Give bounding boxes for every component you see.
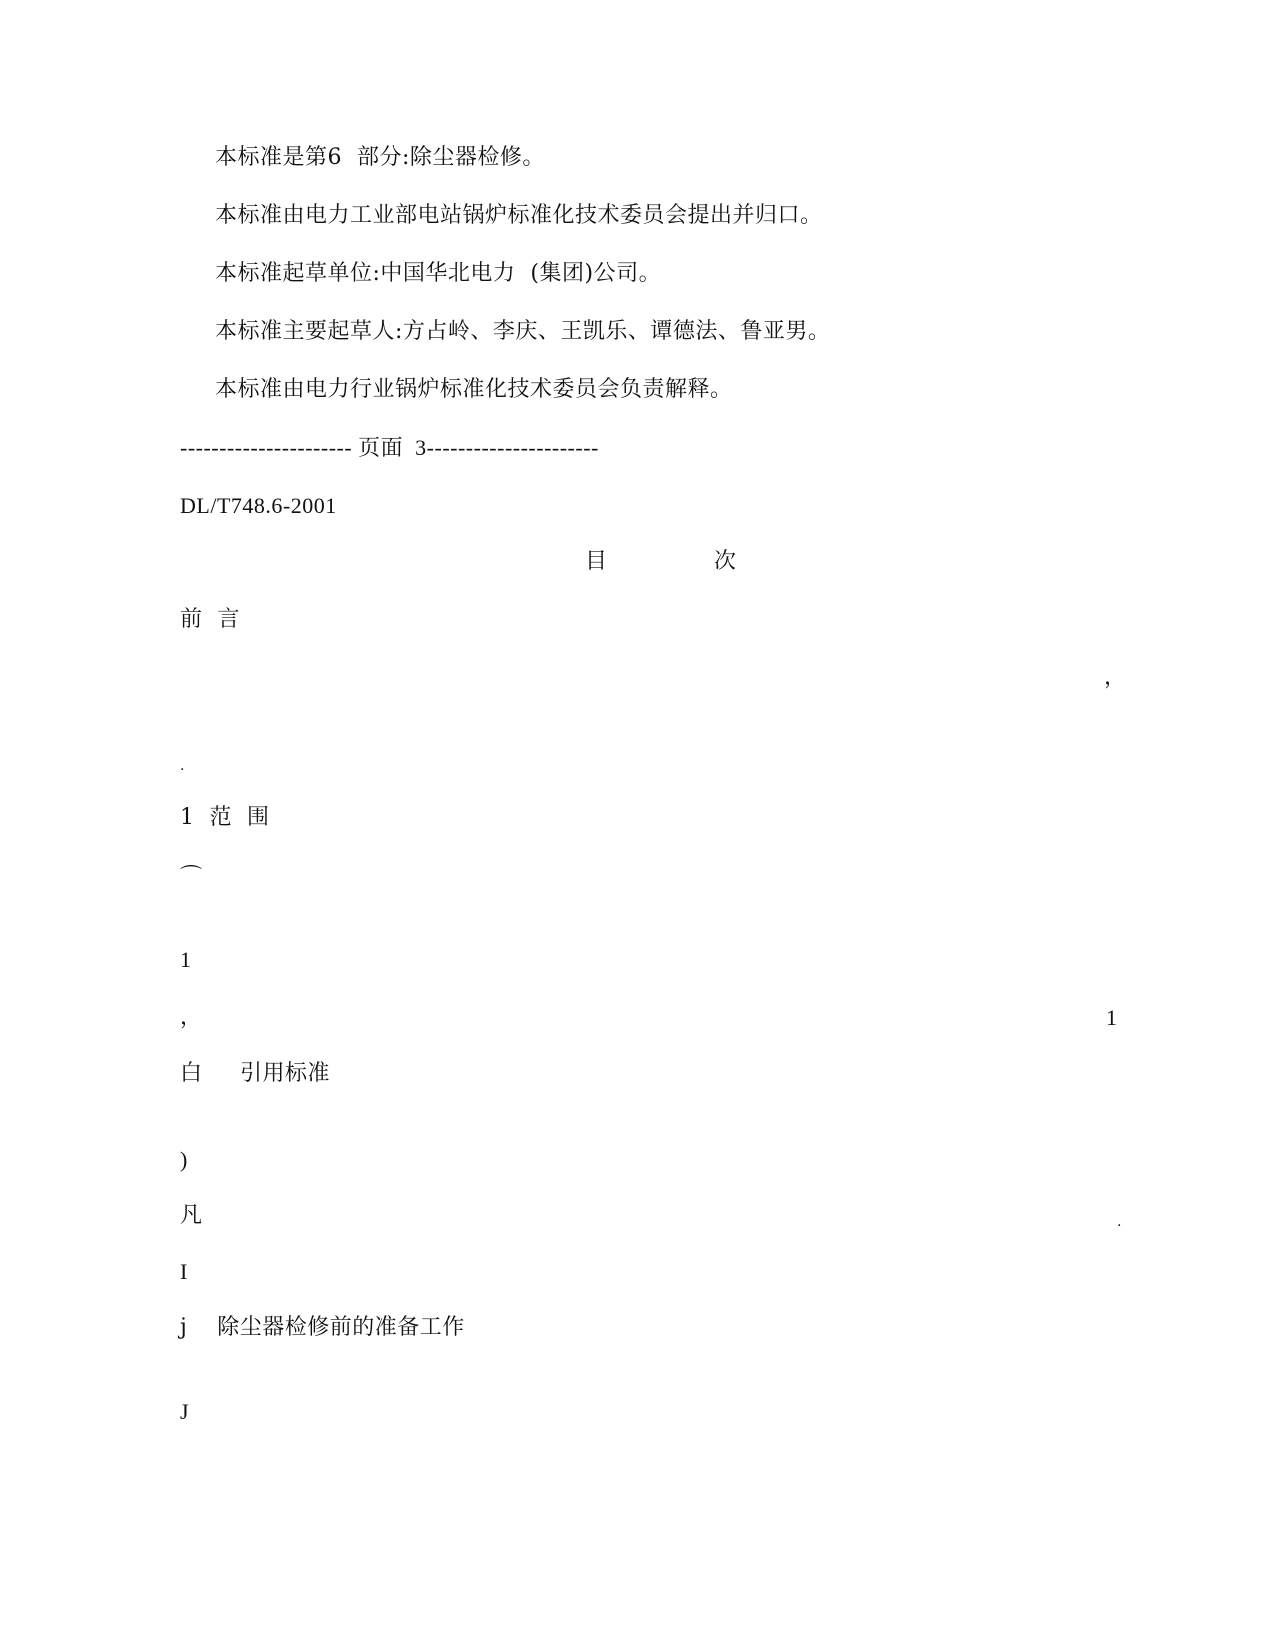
toc-entry-preparation: j 除尘器检修前的准备工作	[180, 1315, 465, 1340]
foreword-statement-interpretation: 本标准由电力行业锅炉标准化技术委员会负责解释。	[215, 377, 733, 402]
toc-stray-arc: ⌒	[180, 865, 203, 890]
foreword-statement-proposer: 本标准由电力工业部电站锅炉标准化技术委员会提出并归口。	[215, 203, 823, 228]
toc-page-number: 1	[1106, 1005, 1118, 1030]
toc-stray-capital-i: I	[180, 1259, 188, 1284]
page-separator: ---------------------- 页面 3----------------------	[180, 435, 599, 460]
foreword-statement-part: 本标准是第6 部分:除尘器检修。	[215, 145, 545, 170]
toc-stray-one: 1	[180, 947, 192, 972]
toc-stray-comma-right: ，	[1104, 665, 1127, 690]
toc-entry-preface: 前 言	[180, 607, 240, 632]
standard-code: DL/T748.6-2001	[180, 493, 337, 518]
toc-stray-dot-left: .	[180, 758, 185, 774]
toc-title-right: 次	[714, 549, 737, 574]
toc-stray-capital-j: J	[180, 1399, 190, 1424]
toc-stray-paren: )	[180, 1147, 188, 1172]
toc-entry-references: 白 引用标准	[180, 1061, 330, 1086]
toc-stray-fan: 凡	[180, 1203, 203, 1228]
toc-title-left: 目	[585, 549, 608, 574]
toc-stray-comma-left: ，	[180, 1005, 203, 1030]
toc-entry-scope: 1 范 围	[180, 805, 270, 830]
foreword-statement-drafting-unit: 本标准起草单位:中国华北电力 (集团)公司。	[215, 261, 662, 286]
foreword-statement-drafters: 本标准主要起草人:方占岭、李庆、王凯乐、谭德法、鲁亚男。	[215, 319, 831, 344]
toc-stray-dot-right: .	[1117, 1214, 1122, 1230]
